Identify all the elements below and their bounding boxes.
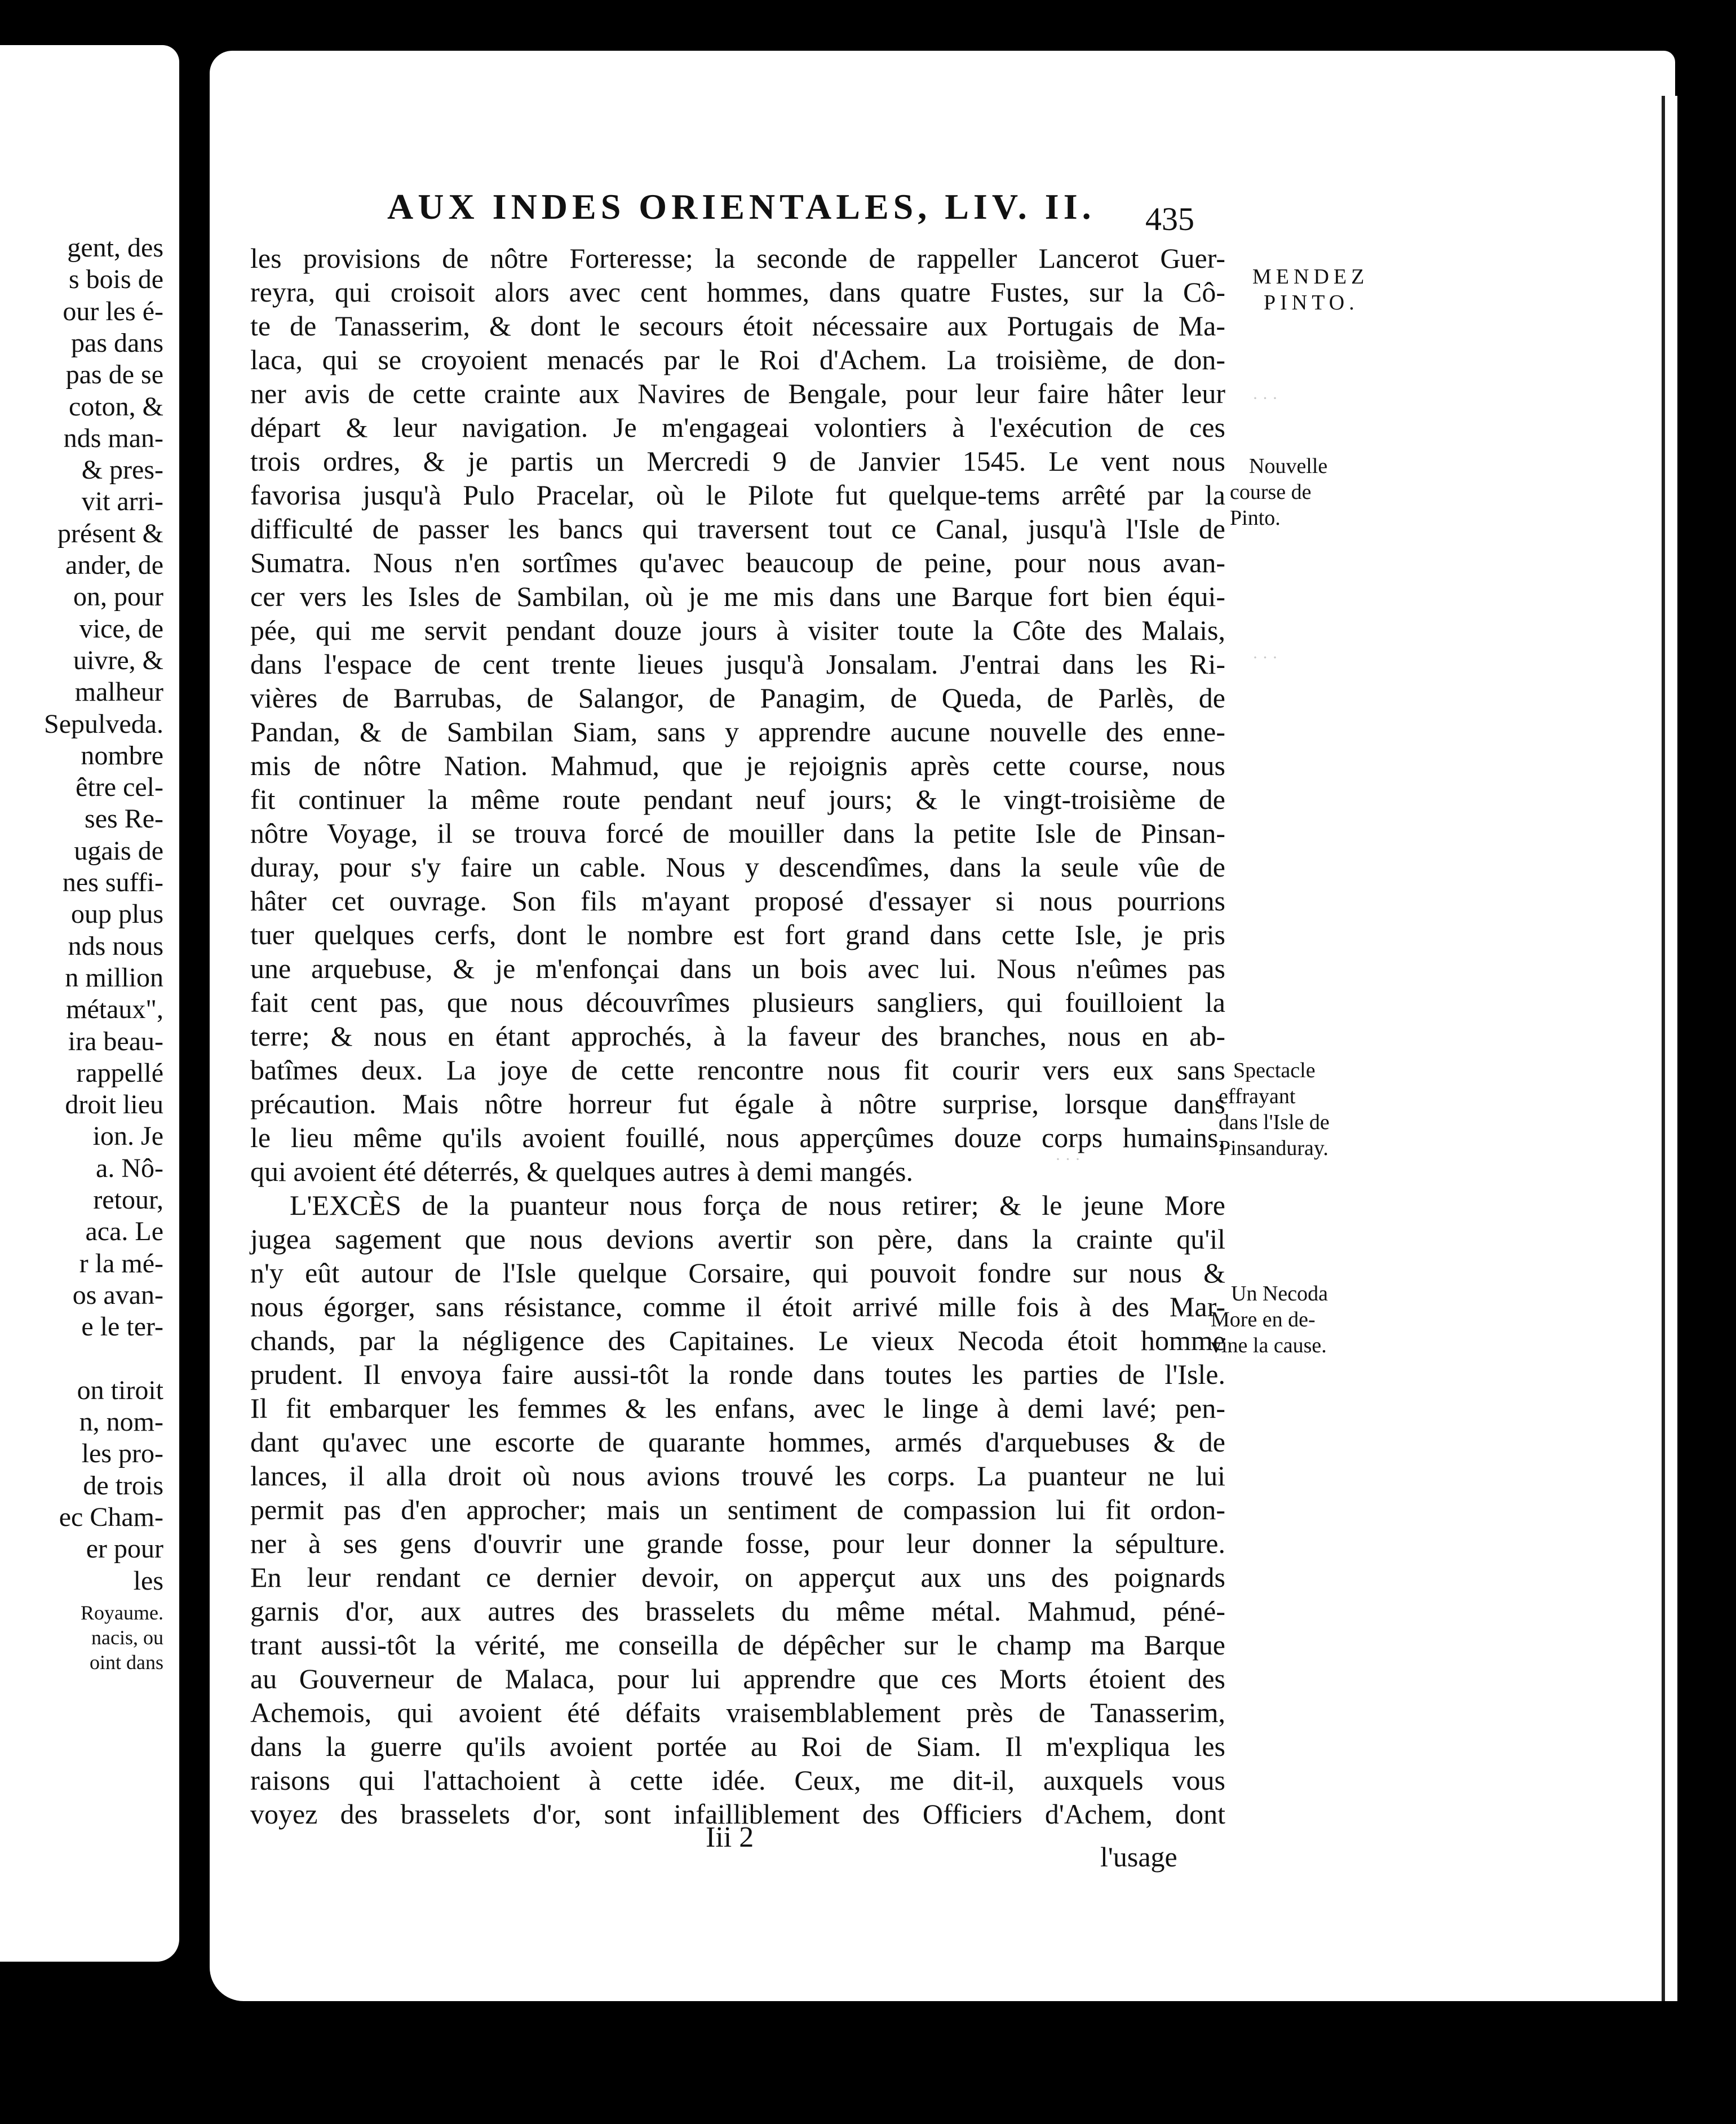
text-line: laca, qui se croyoient menacés par le Roi d'Achem. La troisième, de don- xyxy=(250,344,1225,375)
facing-page-line: vit arri- xyxy=(81,486,163,516)
text-line: les provisions de nôtre Forteresse; la seconde de rappeller Lancerot Guer- xyxy=(250,242,1225,274)
text-line: En leur rendant ce dernier devoir, on apperçut aux uns des poignards xyxy=(250,1561,1225,1593)
text-line: le lieu même qu'ils avoient fouillé, nous apperçûmes douze corps humains, xyxy=(250,1122,1225,1153)
facing-page-line: ion. Je xyxy=(92,1121,163,1151)
facing-page-line: rappellé xyxy=(76,1058,163,1088)
text-line: n'y eût autour de l'Isle quelque Corsaire, qui pouvoit fondre sur nous & xyxy=(250,1257,1225,1289)
facing-page-line: r la mé- xyxy=(79,1249,163,1278)
facing-page-line: n million xyxy=(65,963,163,993)
facing-page-line: retour, xyxy=(93,1185,163,1215)
facing-page-line: on tiroit xyxy=(77,1375,163,1405)
page-number: 435 xyxy=(1145,201,1194,237)
margin-note-line: Spectacle xyxy=(1233,1059,1316,1082)
margin-note-line: Pinsanduray. xyxy=(1219,1136,1328,1160)
text-line: lances, il alla droit où nous avions trouvé les corps. La puanteur ne lui xyxy=(250,1460,1225,1492)
bleed-through-mark: · · · xyxy=(1252,389,1278,408)
facing-page-line: être cel- xyxy=(76,772,163,802)
text-line: précaution. Mais nôtre horreur fut égale à nôtre surprise, lorsque dans xyxy=(250,1088,1225,1119)
facing-page-line: ira beau- xyxy=(68,1026,163,1056)
text-line: voyez des brasselets d'or, sont infailliblement des Officiers d'Achem, dont xyxy=(250,1798,1225,1830)
text-line: au Gouverneur de Malaca, pour lui apprendre que ces Morts étoient des xyxy=(250,1663,1225,1694)
text-line: qui avoient été déterrés, & quelques autres à demi mangés. xyxy=(250,1156,913,1187)
facing-page-line: oup plus xyxy=(70,899,163,929)
margin-runner xyxy=(1252,264,1369,316)
text-line: duray, pour s'y faire un cable. Nous y descendîmes, dans la seule vûe de xyxy=(250,851,1225,883)
text-line: cer vers les Isles de Sambilan, où je me mis dans une Barque fort bien équi- xyxy=(250,581,1225,612)
margin-note-necoda xyxy=(1211,1281,1328,1359)
margin-note-line: Un Necoda xyxy=(1231,1282,1328,1306)
facing-page-line: uivre, & xyxy=(73,645,163,675)
facing-page-line: Sepulveda. xyxy=(44,709,163,739)
catchword: l'usage xyxy=(1100,1841,1177,1873)
facing-page-line: nds nous xyxy=(68,931,163,961)
text-line: batîmes deux. La joye de cette rencontre nous fit courir vers eux sans xyxy=(250,1054,1225,1086)
facing-page-line: pas de se xyxy=(65,360,163,390)
text-line: nôtre Voyage, il se trouva forcé de mouiller dans la petite Isle de Pinsan- xyxy=(250,817,1225,849)
facing-page-line: er pour xyxy=(86,1534,163,1564)
facing-page-line: aca. Le xyxy=(85,1216,163,1246)
text-line: ner à ses gens d'ouvrir une grande fosse, pour leur donner la sépulture. xyxy=(250,1528,1225,1559)
facing-page-line: n, nom- xyxy=(79,1407,163,1437)
text-line: jugea sagement que nous devions avertir son père, dans la crainte qu'il xyxy=(250,1223,1225,1255)
margin-runner-line: MENDEZ xyxy=(1252,265,1369,289)
facing-page-line: a. Nô- xyxy=(96,1153,163,1183)
text-line: une arquebuse, & je m'enfonçai dans un bois avec lui. Nous n'eûmes pas xyxy=(250,953,1225,984)
margin-note-spectacle xyxy=(1219,1057,1330,1161)
facing-page-line: e le ter- xyxy=(81,1312,163,1342)
facing-page-line: les xyxy=(133,1566,163,1596)
facing-page-line: de trois xyxy=(83,1471,163,1501)
text-line: chands, par la négligence des Capitaines. Le vieux Necoda étoit homme xyxy=(250,1325,1225,1356)
facing-page-line: ses Re- xyxy=(85,804,163,834)
text-line: fait cent pas, que nous découvrîmes plusieurs sangliers, qui fouilloient la xyxy=(250,986,1225,1018)
text-line: raisons qui l'attachoient à cette idée. Ceux, me dit-il, auxquels vous xyxy=(250,1764,1225,1796)
margin-note-line: Pinto. xyxy=(1230,506,1281,530)
text-line: trant aussi-tôt la vérité, me conseilla de dépêcher sur le champ ma Barque xyxy=(250,1629,1225,1661)
margin-note-new-course xyxy=(1230,453,1327,531)
facing-page-line: présent & xyxy=(57,519,163,548)
facing-page-line: s bois de xyxy=(69,264,163,294)
margin-runner-line: PINTO. xyxy=(1264,291,1359,315)
facing-page-line: droit lieu xyxy=(65,1090,163,1119)
text-line: prudent. Il envoya faire aussi-tôt la ronde dans toutes les parties de l'Isle. xyxy=(250,1359,1225,1390)
margin-note-line: course de xyxy=(1230,480,1312,504)
facing-page-line: ander, de xyxy=(65,550,163,580)
page-edge xyxy=(1662,96,1677,2001)
text-line: favorisa jusqu'à Pulo Pracelar, où le Pilote fut quelque-tems arrêté par la xyxy=(250,479,1225,511)
text-line: L'EXCÈS de la puanteur nous força de nous retirer; & le jeune More xyxy=(290,1189,1225,1221)
facing-page-line: ec Cham- xyxy=(59,1502,163,1532)
bleed-through-mark: · · · xyxy=(1055,1150,1080,1169)
facing-page-line: gent, des xyxy=(67,233,163,263)
text-line: difficulté de passer les bancs qui traversent tout ce Canal, jusqu'à l'Isle de xyxy=(250,513,1225,545)
text-line: reyra, qui croisoit alors avec cent hommes, dans quatre Fustes, sur la Cô- xyxy=(250,276,1225,308)
facing-page-line: les pro- xyxy=(81,1439,163,1468)
book-page xyxy=(210,51,1675,2001)
facing-page-line: Royaume. xyxy=(81,1601,163,1624)
margin-note-line: vine la cause. xyxy=(1211,1334,1327,1357)
margin-note-line: dans l'Isle de xyxy=(1219,1110,1330,1134)
facing-page-line: nds man- xyxy=(63,423,163,453)
text-line: dans la guerre qu'ils avoient portée au Roi de Siam. Il m'expliqua les xyxy=(250,1731,1225,1762)
text-line: nous égorger, sans résistance, comme il étoit arrivé mille fois à des Mar- xyxy=(250,1291,1225,1322)
facing-page-line: oint dans xyxy=(90,1651,163,1674)
facing-page-line: pas dans xyxy=(71,328,163,358)
facing-page-line: coton, & xyxy=(69,392,163,422)
text-line: tuer quelques cerfs, dont le nombre est fort grand dans cette Isle, je pris xyxy=(250,919,1225,950)
text-line: Achemois, qui avoient été défaits vraisemblablement près de Tanasserim, xyxy=(250,1697,1225,1728)
text-line: mis de nôtre Nation. Mahmud, que je rejoignis après cette course, nous xyxy=(250,750,1225,781)
text-line: te de Tanasserim, & dont le secours étoit nécessaire aux Portugais de Ma- xyxy=(250,310,1225,342)
text-line: pée, qui me servit pendant douze jours à visiter toute la Côte des Malais, xyxy=(250,614,1225,646)
signature-mark: Iii 2 xyxy=(706,1821,754,1853)
text-line: Il fit embarquer les femmes & les enfans, avec le linge à demi lavé; pen- xyxy=(250,1392,1225,1424)
text-line: dant qu'avec une escorte de quarante hommes, armés d'arquebuses & de xyxy=(250,1426,1225,1458)
text-line: garnis d'or, aux autres des brasselets du même métal. Mahmud, péné- xyxy=(250,1595,1225,1627)
facing-page-line: vice, de xyxy=(79,614,163,644)
text-line: vières de Barrubas, de Salangor, de Panagim, de Queda, de Parlès, de xyxy=(250,682,1225,714)
text-line: ner avis de cette crainte aux Navires de Bengale, pour leur faire hâter leur xyxy=(250,378,1225,409)
text-line: Pandan, & de Sambilan Siam, sans y apprendre aucune nouvelle des enne- xyxy=(250,716,1225,747)
facing-page-line: nombre xyxy=(81,741,163,771)
margin-note-line: effrayant xyxy=(1219,1085,1296,1108)
facing-page-line: our les é- xyxy=(63,297,163,326)
facing-page-line: malheur xyxy=(74,677,163,707)
facing-page-line: métaux", xyxy=(66,994,163,1024)
facing-page-line: ugais de xyxy=(74,836,163,866)
text-line: trois ordres, & je partis un Mercredi 9 de Janvier 1545. Le vent nous xyxy=(250,445,1225,477)
text-line: départ & leur navigation. Je m'engageai volontiers à l'exécution de ces xyxy=(250,411,1225,443)
facing-page-line: os avan- xyxy=(72,1280,163,1310)
text-line: fit continuer la même route pendant neuf jours; & le vingt-troisième de xyxy=(250,784,1225,815)
text-line: permit pas d'en approcher; mais un sentiment de compassion lui fit ordon- xyxy=(250,1494,1225,1525)
margin-note-line: More en de- xyxy=(1211,1308,1316,1331)
text-line: hâter cet ouvrage. Son fils m'ayant proposé d'essayer si nous pourrions xyxy=(250,885,1225,917)
text-line: terre; & nous en étant approchés, à la faveur des branches, nous en ab- xyxy=(250,1020,1225,1052)
margin-note-line: Nouvelle xyxy=(1249,454,1328,478)
facing-page-line: & pres- xyxy=(81,455,163,485)
text-line: Sumatra. Nous n'en sortîmes qu'avec beaucoup de peine, pour nous avan- xyxy=(250,547,1225,578)
facing-page-line: nes suffi- xyxy=(62,868,163,897)
text-line: dans l'espace de cent trente lieues jusqu'à Jonsalam. J'entrai dans les Ri- xyxy=(250,648,1225,680)
facing-page-line: nacis, ou xyxy=(91,1626,163,1649)
facing-page-line: on, pour xyxy=(73,582,163,612)
facing-page-fragment xyxy=(0,45,179,1962)
bleed-through-mark: · · · xyxy=(1252,648,1278,667)
running-head: AUX INDES ORIENTALES, LIV. II. xyxy=(387,187,1096,227)
